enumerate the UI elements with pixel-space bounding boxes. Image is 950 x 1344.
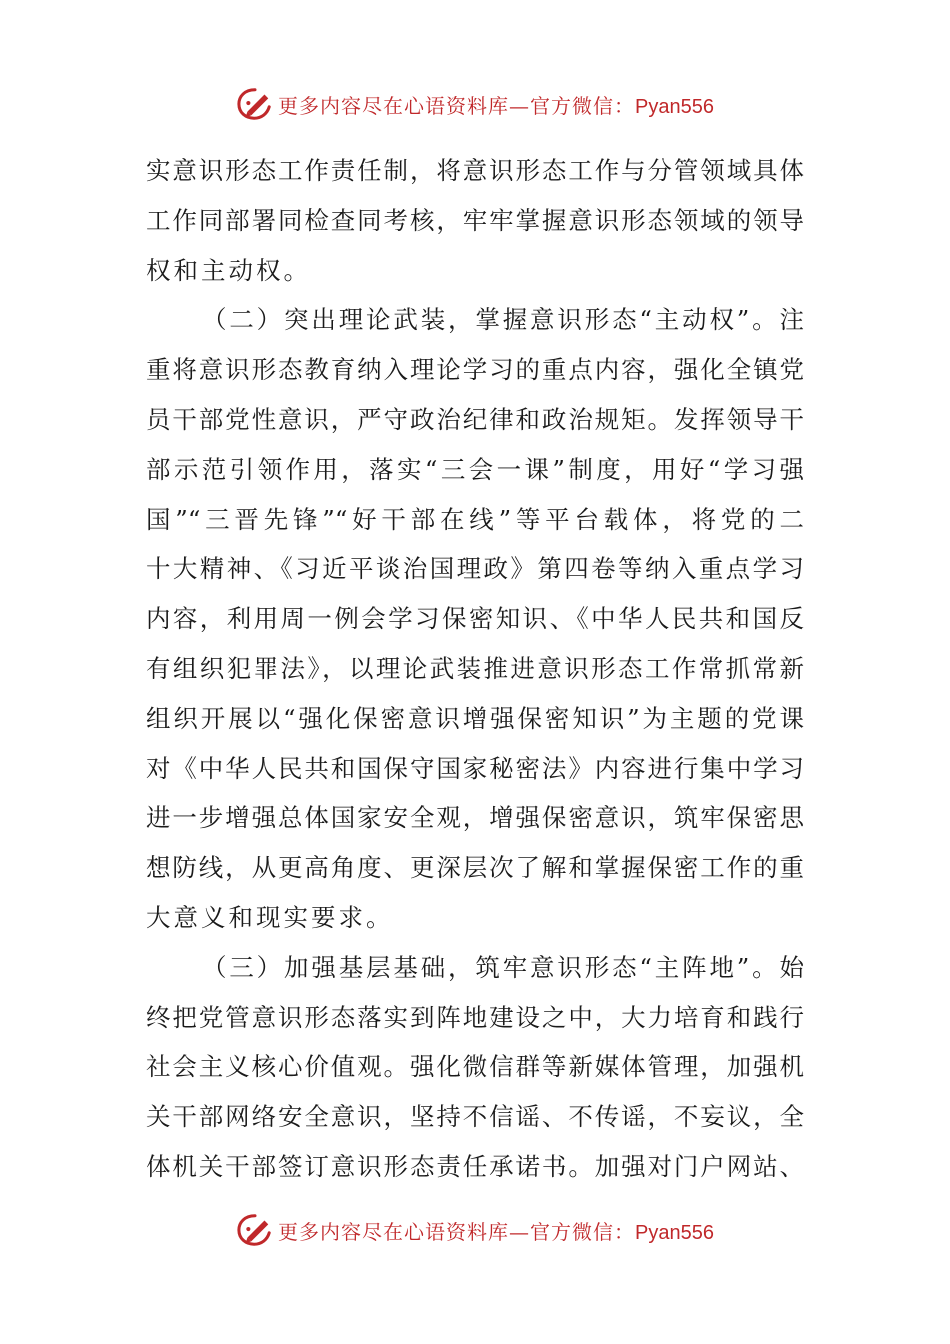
text-line: 权和主动权。: [146, 255, 311, 285]
wechat-id: Pyan556: [635, 95, 714, 118]
text-line: 对《中华人民共和国保守国家秘密法》内容进行集中学习: [146, 753, 804, 783]
text-line: 重将意识形态教育纳入理论学习的重点内容，强化全镇党: [146, 355, 804, 385]
text-line: 关干部网络安全意识，坚持不信谣、不传谣，不妄议，全: [146, 1102, 804, 1132]
header-watermark: [0, 84, 950, 124]
watermark-text: 更多内容尽在心语资料库—官方微信：Pyan556: [278, 1219, 714, 1244]
text-line: 大意义和现实要求。: [146, 902, 394, 932]
text-line: 社会主义核心价值观。强化微信群等新媒体管理，加强机: [146, 1052, 804, 1082]
text-line: 体机关干部签订意识形态责任承诺书。加强对门户网站、: [146, 1151, 804, 1181]
text-line: 内容，利用周一例会学习保密知识、《中华人民共和国反: [146, 604, 804, 634]
text-line: 终把党管意识形态落实到阵地建设之中，大力培育和践行: [146, 1002, 804, 1032]
text-line: 进一步增强总体国家安全观，增强保密意识，筑牢保密思: [146, 803, 804, 833]
wechat-id: Pyan556: [635, 1221, 714, 1244]
text-line: 实意识形态工作责任制，将意识形态工作与分管领域具体: [146, 156, 804, 185]
pen-logo-icon: [236, 1212, 274, 1248]
text-line: 员干部党性意识，严守政治纪律和政治规矩。发挥领导干: [146, 404, 804, 434]
section-heading-line: （二）突出理论武装，掌握意识形态“主动权”。注: [202, 305, 804, 335]
document-body: [146, 146, 804, 1186]
text-line: 有组织犯罪法》，以理论武装推进意识形态工作常抓常新: [146, 653, 804, 683]
watermark-text: 更多内容尽在心语资料库—官方微信：Pyan556: [278, 93, 714, 118]
text-line: 十大精神、《习近平谈治国理政》第四卷等纳入重点学习: [146, 554, 804, 584]
text-line: 组织开展以“强化保密意识增强保密知识”为主题的党课: [146, 703, 804, 733]
text-line: 国”“三晋先锋”“好干部在线”等平台载体，将党的二: [146, 504, 804, 534]
pen-logo-icon: [236, 86, 274, 122]
text-line: 想防线，从更高角度、更深层次了解和掌握保密工作的重: [146, 853, 804, 883]
section-heading-line: （三）加强基层基础，筑牢意识形态“主阵地”。始: [202, 952, 804, 982]
text-line: 工作同部署同检查同考核，牢牢掌握意识形态领域的领导: [146, 205, 804, 235]
footer-watermark: [0, 1210, 950, 1250]
text-line: 部示范引领作用，落实“三会一课”制度，用好“学习强: [146, 454, 804, 484]
